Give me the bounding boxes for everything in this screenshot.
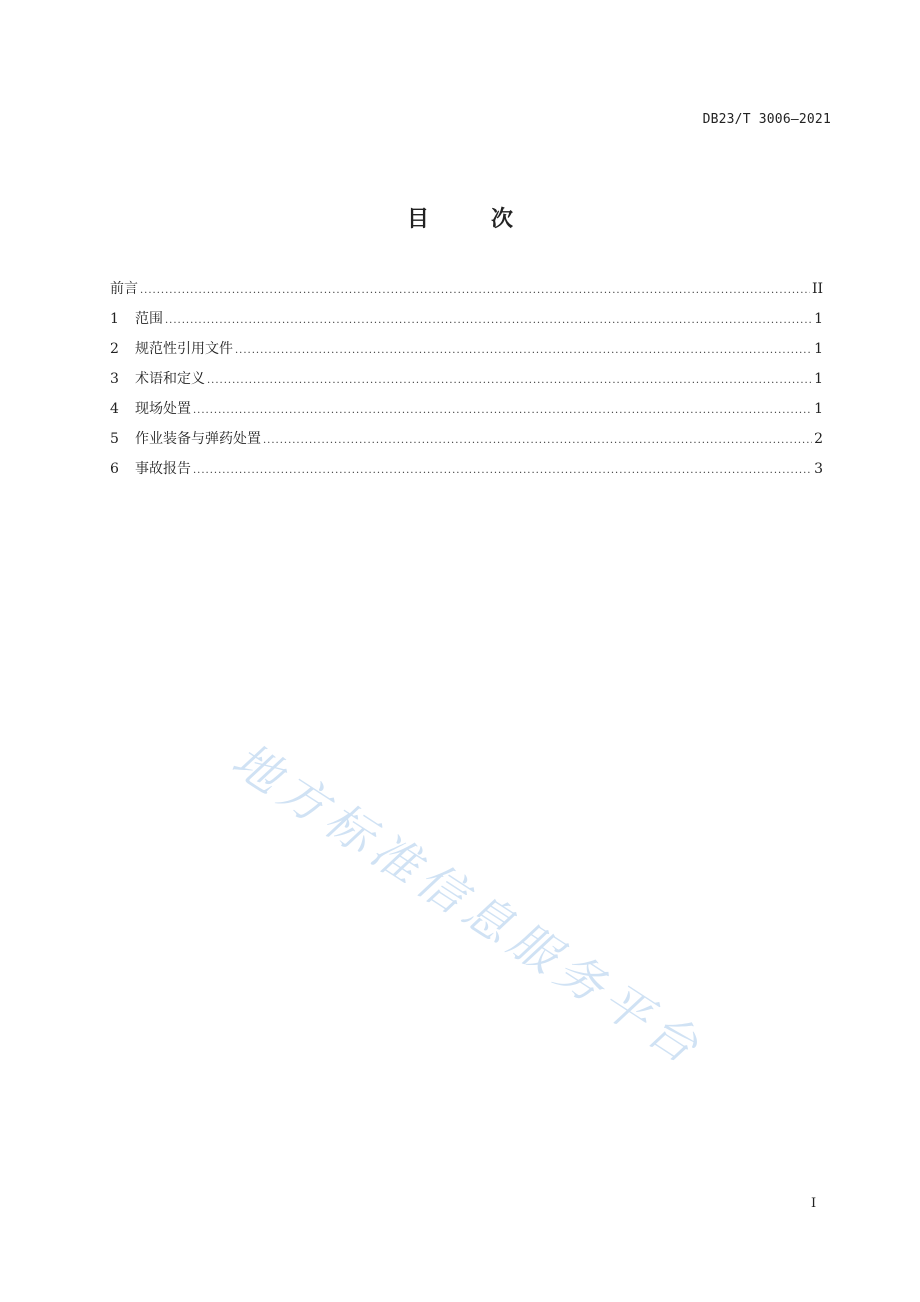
toc-entry-on-site-disposal[interactable] [110,399,823,429]
toc-entry-page: 1 [814,311,823,327]
watermark: 地方标准信息服务平台 [222,732,714,1079]
toc-entry-number: 4 [110,401,119,417]
toc-entry-page: 1 [814,341,823,357]
toc-entry-number: 1 [110,311,119,327]
toc-entry-page: 1 [814,401,823,417]
toc-entry-accident-report[interactable] [110,459,823,489]
toc-entry-terms-definitions[interactable] [110,369,823,399]
toc-entry-label: 范围 [135,311,163,327]
toc-entry-page: 2 [814,431,823,447]
toc-entry-page: 1 [814,371,823,387]
toc-leader [140,281,810,301]
toc-leader [165,311,812,331]
toc-leader [207,371,812,391]
toc-entry-number: 2 [110,341,119,357]
toc-entry-equipment-ammunition[interactable] [110,429,823,459]
toc-entry-label: 作业装备与弹药处置 [135,431,261,447]
toc-leader [235,341,812,361]
toc-title [0,202,920,233]
toc-entry-scope[interactable] [110,309,823,339]
toc-leader [193,401,812,421]
page-number: I [811,1196,817,1211]
toc-leader [193,461,812,481]
standard-code: DB23/T 3006—2021 [702,112,831,127]
toc-entry-number: 5 [110,431,119,447]
toc-entry-label: 规范性引用文件 [135,341,233,357]
toc-entry-label: 术语和定义 [135,371,205,387]
toc-title-char-1: 目 [406,207,429,232]
toc-title-char-2: 次 [491,207,514,232]
toc-entry-label: 现场处置 [135,401,191,417]
toc-entry-label: 前言 [110,281,138,297]
toc-entry-preface[interactable] [110,279,823,309]
toc-entry-page: II [811,281,823,297]
toc-entry-page: 3 [814,461,823,477]
toc-entry-number: 6 [110,461,119,477]
table-of-contents [110,279,823,489]
toc-entry-label: 事故报告 [135,461,191,477]
toc-leader [263,431,812,451]
toc-entry-normative-references[interactable] [110,339,823,369]
toc-entry-number: 3 [110,371,119,387]
